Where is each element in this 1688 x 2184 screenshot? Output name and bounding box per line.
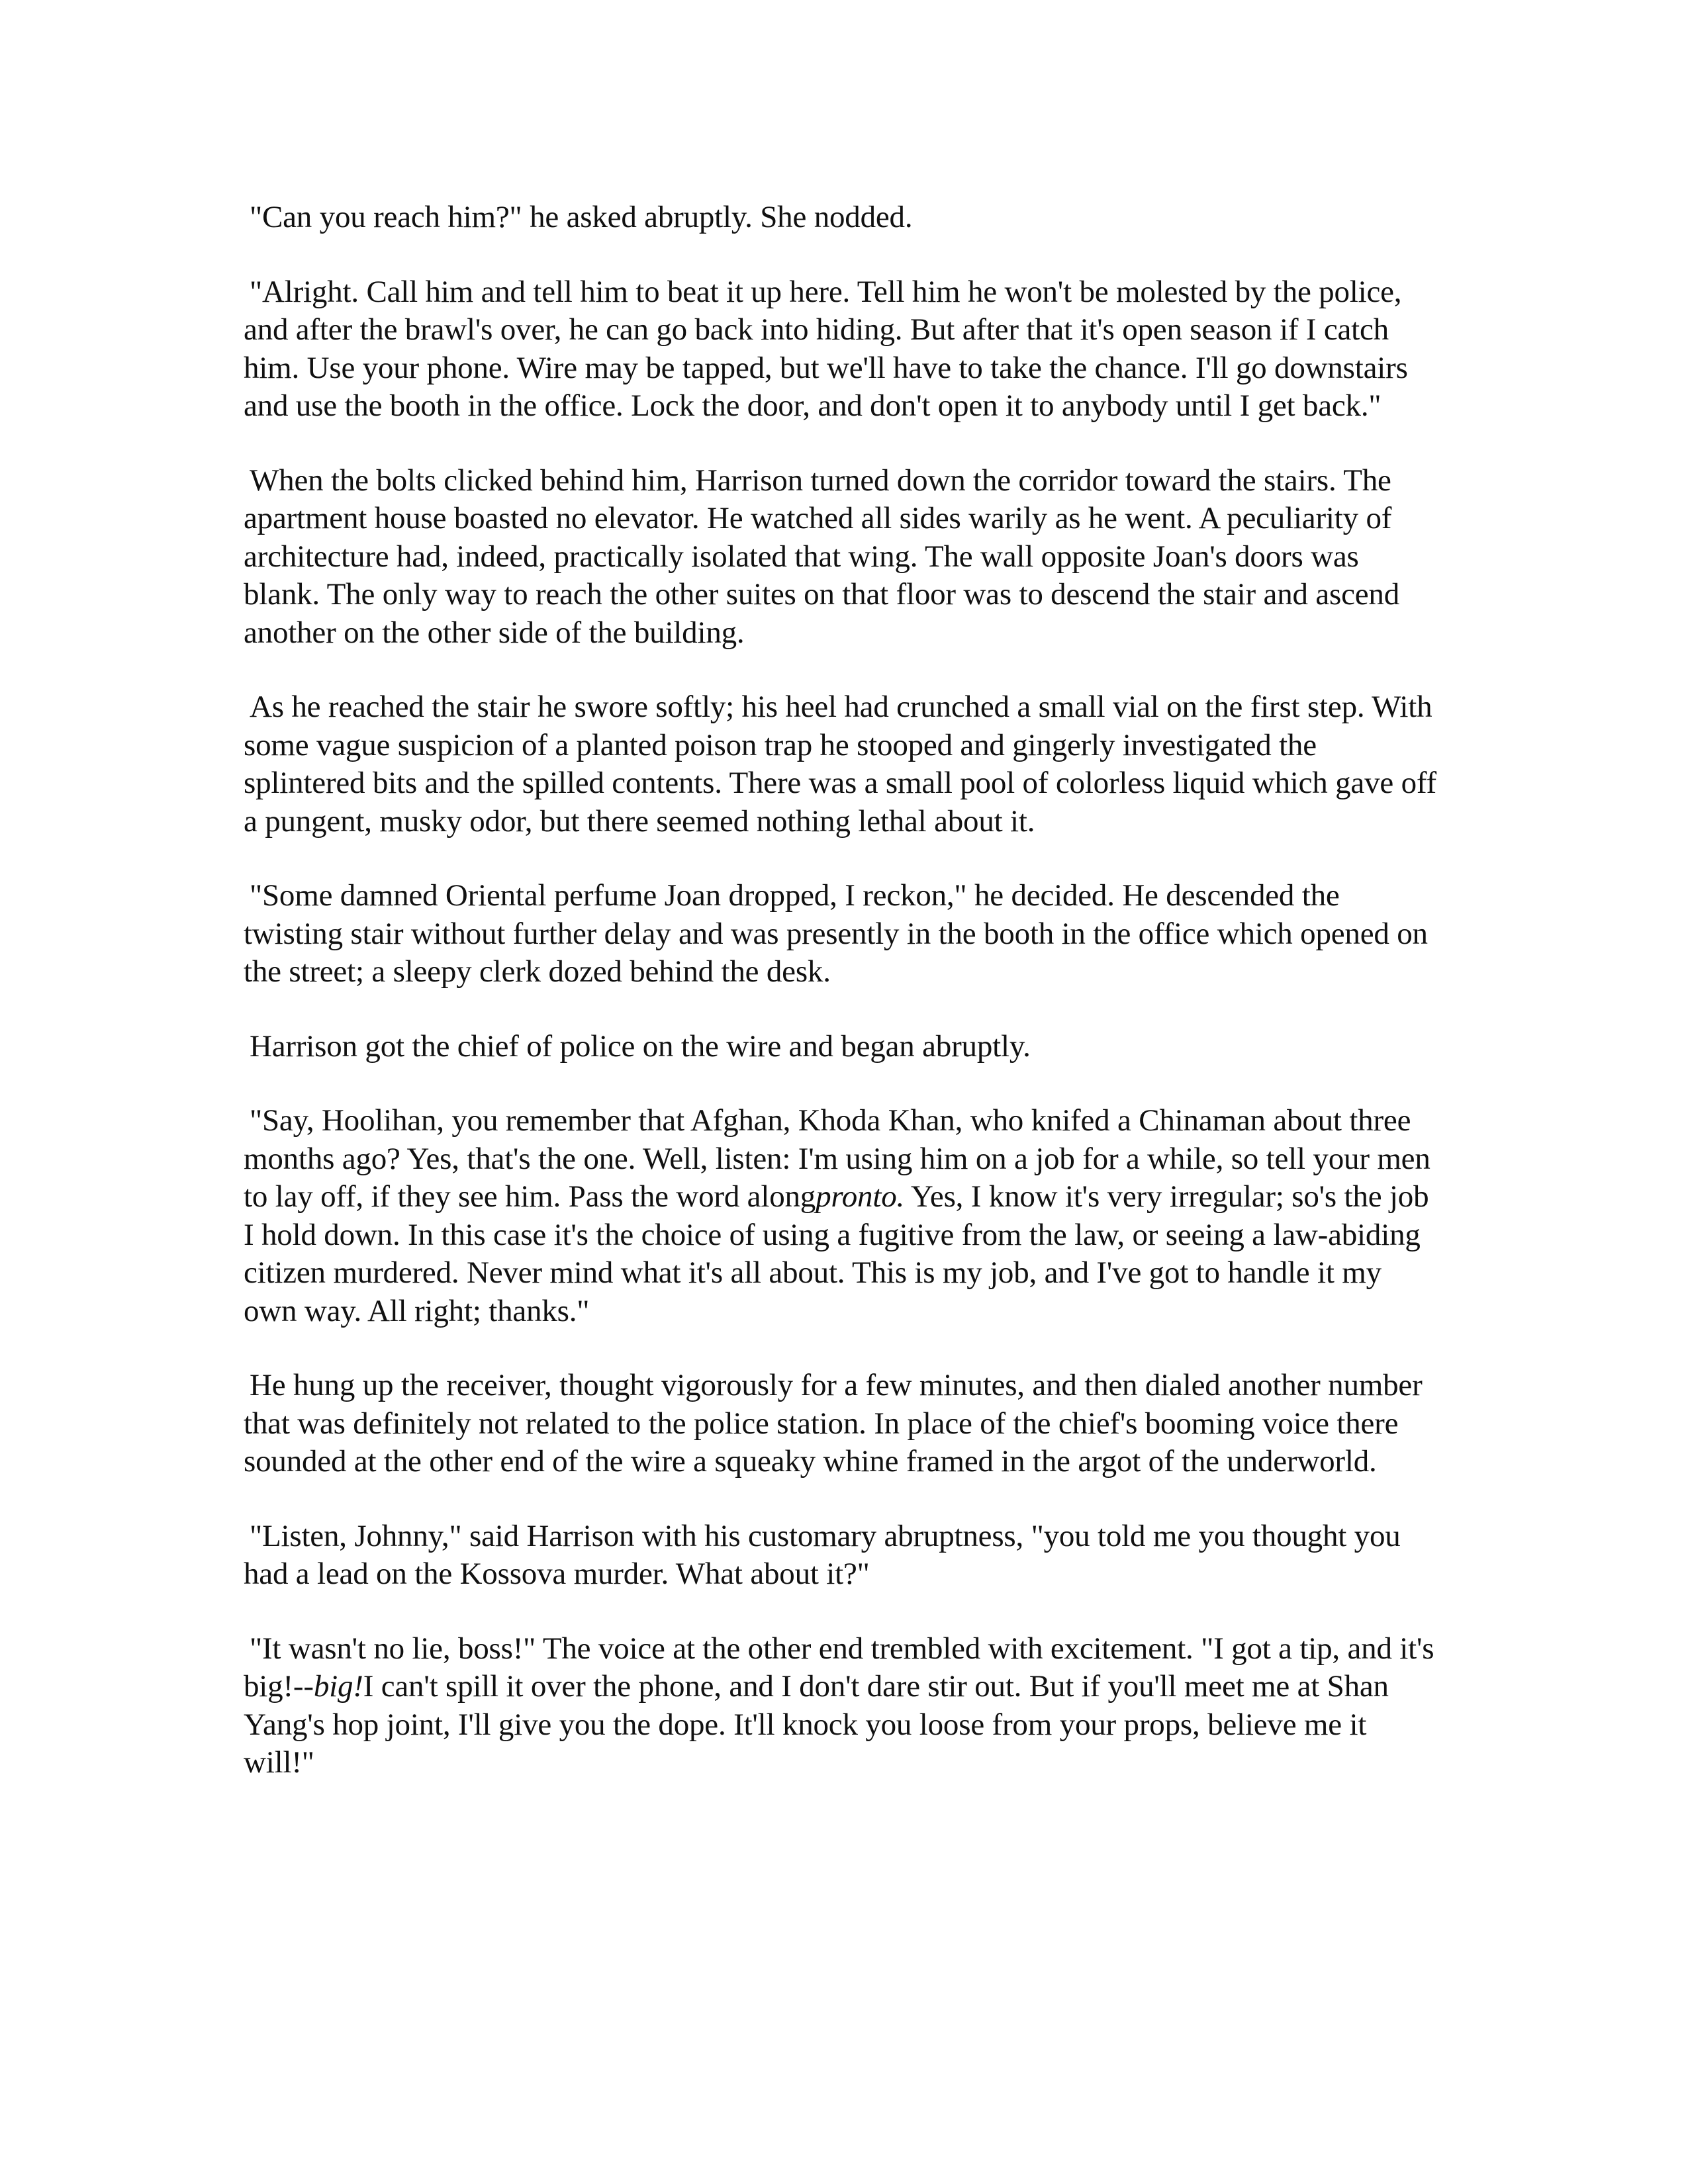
paragraph: [244, 462, 1442, 653]
paragraph-gap: [244, 1066, 1442, 1102]
paragraph-gap: [244, 1481, 1442, 1518]
paragraph-text: I can't spill it over the phone, and I don't dare stir out. But if you'll meet me at Shan Yang's hop joint, I'll give you the dope. It'll knock you loose from your props, believe me it will!": [244, 1669, 1389, 1780]
paragraph: [244, 877, 1442, 991]
paragraph: [244, 688, 1442, 841]
body-text: [244, 199, 1442, 1782]
paragraph-text: Yes, I know it's very irregular; so's the job I hold down. In this case it's the choice of using a fugitive from the law, or seeing a law-abiding citizen murdered. Never mind what it's all about. This is my job, and I've got to handle it my own way. All right; thanks.": [244, 1179, 1429, 1328]
paragraph-gap: [244, 652, 1442, 688]
paragraph-text: "Alright. Call him and tell him to beat it up here. Tell him he won't be molested by the police, and after the brawl's over, he can go back into hiding. But after that it's open season if I catch him. Use your phone. Wire may be tapped, but we'll have to take the chance. I'll go downstairs and use the booth in the office. Lock the door, and don't open it to anybody until I get back.": [244, 274, 1408, 423]
paragraph: [244, 1630, 1442, 1782]
paragraph-text: "Some damned Oriental perfume Joan dropped, I reckon," he decided. He descended the twisting stair without further delay and was presently in the booth in the office which opened on the street; a sleepy clerk dozed behind the desk.: [244, 878, 1428, 989]
paragraph-gap: [244, 841, 1442, 877]
paragraph-text: When the bolts clicked behind him, Harrison turned down the corridor toward the stairs. The apartment house boasted no elevator. He watched all sides warily as he went. A peculiarity of architecture had, indeed, practically isolated that wing. The wall opposite Joan's doors was blank. The only way to reach the other suites on that floor was to descend the stair and ascend another on the other side of the building.: [244, 463, 1400, 650]
paragraph-text: "Can you reach him?" he asked abruptly. She nodded.: [250, 200, 913, 234]
paragraph-text: "It wasn't no lie, boss!" The voice at the other end trembled with excitement. "I got a tip, and it's big!--: [244, 1631, 1434, 1704]
paragraph: [244, 1518, 1442, 1594]
paragraph-gap: [244, 1594, 1442, 1630]
paragraph-gap: [244, 991, 1442, 1028]
paragraph: [244, 1102, 1442, 1330]
paragraph-text: Harrison got the chief of police on the wire and began abruptly.: [250, 1028, 1031, 1064]
paragraph: [244, 199, 1442, 237]
paragraph-text: He hung up the receiver, thought vigorously for a few minutes, and then dialed another number that was definitely not related to the police station. In place of the chief's booming voice there sounded at the other end of the wire a squeaky whine framed in the argot of the underworld.: [244, 1368, 1423, 1479]
italic-text: big!: [313, 1669, 363, 1704]
paragraph-gap: [244, 237, 1442, 273]
paragraph-gap: [244, 426, 1442, 462]
paragraph: [244, 273, 1442, 426]
paragraph-text: "Listen, Johnny," said Harrison with his customary abruptness, "you told me you thought you had a lead on the Kossova murder. What about it?": [244, 1518, 1401, 1591]
paragraph: [244, 1367, 1442, 1481]
italic-text: pronto.: [816, 1179, 905, 1214]
paragraph: [244, 1028, 1442, 1066]
paragraph-text: "Say, Hoolihan, you remember that Afghan, Khoda Khan, who knifed a Chinaman about three months ago? Yes, that's the one. Well, listen: I'm using him on a job for a while, so tell your men to lay off, if they see him. Pass the word along: [244, 1103, 1430, 1214]
paragraph-text: As he reached the stair he swore softly; his heel had crunched a small vial on the first step. With some vague suspicion of a planted poison trap he stooped and gingerly investigated the splintered bits and the spilled contents. There was a small pool of colorless liquid which gave off a pungent, musky odor, but there seemed nothing lethal about it.: [244, 690, 1436, 839]
paragraph-gap: [244, 1330, 1442, 1367]
